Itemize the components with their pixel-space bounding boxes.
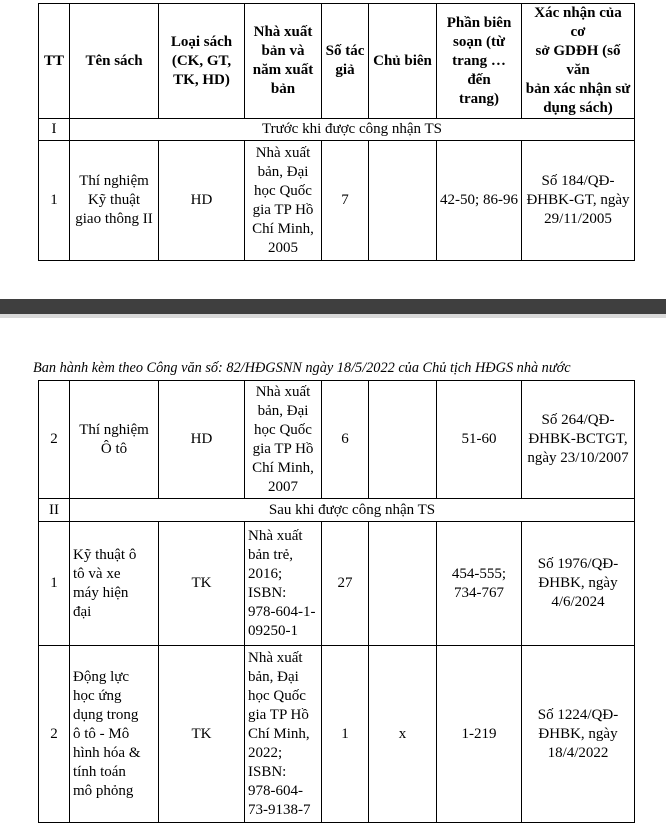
cell-nxb: Nhà xuất bản, Đại học Quốc gia TP Hồ Chí Minh, 2022; ISBN: 978-604- 73-9138-7 xyxy=(245,646,322,823)
cell-chu-bien: x xyxy=(369,646,437,823)
cell-loai: TK xyxy=(159,646,245,823)
cell-phan-bien-soan: 51-60 xyxy=(437,381,522,499)
col-header-loai-sach: Loại sách (CK, GT, TK, HD) xyxy=(159,4,245,119)
cell-loai: TK xyxy=(159,522,245,646)
page-divider-shadow xyxy=(0,314,666,318)
col-header-xac-nhan: Xác nhận của cơ sở GDĐH (số văn bản xác nhận sử dụng sách) xyxy=(522,4,635,119)
col-header-tt: TT xyxy=(39,4,70,119)
cell-loai: HD xyxy=(159,381,245,499)
cell-phan-bien-soan: 454-555; 734-767 xyxy=(437,522,522,646)
col-header-phan-bien-soan: Phần biên soạn (từ trang … đến trang) xyxy=(437,4,522,119)
cell-tt: 1 xyxy=(39,522,70,646)
cell-xac-nhan: Số 264/QĐ- ĐHBK-BCTGT, ngày 23/10/2007 xyxy=(522,381,635,499)
cell-tt: 2 xyxy=(39,381,70,499)
cell-so-tac-gia: 6 xyxy=(322,381,369,499)
cell-phan-bien-soan: 1-219 xyxy=(437,646,522,823)
cell-so-tac-gia: 27 xyxy=(322,522,369,646)
section-roman: II xyxy=(39,499,70,522)
cell-chu-bien xyxy=(369,522,437,646)
cell-so-tac-gia: 7 xyxy=(322,141,369,261)
cell-xac-nhan: Số 1976/QĐ- ĐHBK, ngày 4/6/2024 xyxy=(522,522,635,646)
cell-ten-sach: Thí nghiệm Kỹ thuật giao thông II xyxy=(70,141,159,261)
col-header-ten-sach: Tên sách xyxy=(70,4,159,119)
cell-xac-nhan: Số 1224/QĐ- ĐHBK, ngày 18/4/2022 xyxy=(522,646,635,823)
col-header-so-tac-gia: Số tác giả xyxy=(322,4,369,119)
cell-so-tac-gia: 1 xyxy=(322,646,369,823)
table-row xyxy=(39,381,635,499)
table-row xyxy=(39,141,635,261)
section-row-1 xyxy=(39,119,635,141)
section-row-2 xyxy=(39,499,635,522)
cell-nxb: Nhà xuất bản, Đại học Quốc gia TP Hồ Chí Minh, 2007 xyxy=(245,381,322,499)
cell-nxb: Nhà xuất bản trẻ, 2016; ISBN: 978-604-1- 09250-1 xyxy=(245,522,322,646)
header-row xyxy=(39,4,635,119)
cell-nxb: Nhà xuất bản, Đại học Quốc gia TP Hồ Chí Minh, 2005 xyxy=(245,141,322,261)
page-divider xyxy=(0,299,666,314)
cell-chu-bien xyxy=(369,141,437,261)
document-caption: Ban hành kèm theo Công văn số: 82/HĐGSNN ngày 18/5/2022 của Chủ tịch HĐGS nhà nước xyxy=(33,360,571,376)
table-row xyxy=(39,646,635,823)
cell-phan-bien-soan: 42-50; 86-96 xyxy=(437,141,522,261)
cell-ten-sach: Kỹ thuật ô tô và xe máy hiện đại xyxy=(70,522,159,646)
books-table-bottom xyxy=(38,380,635,823)
cell-chu-bien xyxy=(369,381,437,499)
table-row xyxy=(39,522,635,646)
cell-loai: HD xyxy=(159,141,245,261)
cell-tt: 2 xyxy=(39,646,70,823)
cell-xac-nhan: Số 184/QĐ- ĐHBK-GT, ngày 29/11/2005 xyxy=(522,141,635,261)
section-title: Trước khi được công nhận TS xyxy=(70,119,635,141)
section-roman: I xyxy=(39,119,70,141)
cell-ten-sach: Thí nghiệm Ô tô xyxy=(70,381,159,499)
col-header-nxb: Nhà xuất bản và năm xuất bản xyxy=(245,4,322,119)
col-header-chu-bien: Chủ biên xyxy=(369,4,437,119)
cell-ten-sach: Động lực học ứng dụng trong ô tô - Mô hình hóa & tính toán mô phỏng xyxy=(70,646,159,823)
cell-tt: 1 xyxy=(39,141,70,261)
section-title: Sau khi được công nhận TS xyxy=(70,499,635,522)
books-table-top xyxy=(38,3,635,261)
